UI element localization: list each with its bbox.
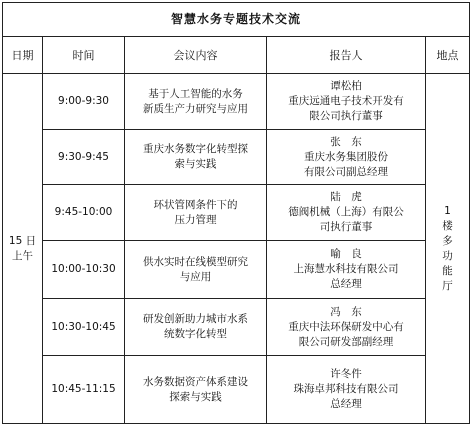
- topic-line: 基于人工智能的水务: [148, 87, 243, 100]
- session-time: 10:45-11:15: [43, 356, 125, 424]
- table-row: [3, 299, 470, 356]
- session-topic: [125, 74, 267, 130]
- venue-char: 厅: [442, 279, 453, 292]
- session-topic: [125, 356, 267, 424]
- date-cell: [3, 74, 43, 424]
- topic-line: 压力管理: [174, 213, 217, 226]
- session-speaker: [267, 74, 426, 130]
- session-speaker: [267, 130, 426, 185]
- speaker-org: 限公司研发部副经理: [298, 335, 394, 348]
- speaker-org: 司执行董事: [319, 221, 373, 233]
- header-topic: 会议内容: [125, 37, 267, 74]
- speaker-org: 重庆中法环保研发中心有: [288, 320, 404, 333]
- session-time: 9:30-9:45: [43, 130, 125, 185]
- speaker-org: 珠海卓邦科技有限公司: [293, 383, 399, 395]
- topic-line: 统数字化转型: [164, 328, 227, 340]
- title-row: [3, 3, 470, 37]
- venue-char: 功: [442, 249, 453, 262]
- table-row: [3, 356, 470, 424]
- speaker-name: 冯 东: [330, 305, 362, 318]
- topic-line: 探索与实践: [169, 390, 222, 403]
- speaker-name: 许冬件: [330, 368, 362, 380]
- header-row: [3, 37, 470, 74]
- speaker-name: 谭松柏: [330, 80, 362, 92]
- table-title: 智慧水务专题技术交流: [3, 3, 470, 37]
- session-topic: [125, 185, 267, 241]
- table-row: [3, 241, 470, 299]
- header-date: 日期: [3, 37, 43, 74]
- schedule-table: [2, 2, 470, 424]
- date-day: 15 日: [8, 234, 37, 247]
- speaker-org: 总经理: [330, 278, 362, 290]
- speaker-name: 陆 虎: [330, 191, 362, 203]
- venue-char: 能: [442, 264, 453, 277]
- speaker-org: 重庆远通电子技术开发有: [288, 95, 404, 107]
- session-time: 10:30-10:45: [43, 299, 125, 356]
- speaker-name: 张 东: [330, 135, 362, 148]
- header-speaker: 报告人: [267, 37, 426, 74]
- header-venue: 地点: [426, 37, 470, 74]
- topic-line: 索与实践: [174, 158, 217, 170]
- header-time: 时间: [43, 37, 125, 74]
- session-time: 9:45-10:00: [43, 185, 125, 241]
- session-speaker: [267, 185, 426, 241]
- session-topic: [125, 299, 267, 356]
- topic-line: 供水实时在线模型研究: [143, 255, 248, 268]
- session-topic: [125, 130, 267, 185]
- speaker-org: 上海慧水科技有限公司: [293, 263, 399, 275]
- venue-char: 1: [444, 204, 451, 217]
- speaker-org: 总经理: [330, 398, 362, 410]
- topic-line: 重庆水务数字化转型探: [143, 143, 248, 155]
- session-speaker: [267, 241, 426, 299]
- session-speaker: [267, 299, 426, 356]
- venue-cell: [426, 74, 470, 424]
- session-time: 10:00-10:30: [43, 241, 125, 299]
- session-topic: [125, 241, 267, 299]
- topic-line: 环状管网条件下的: [153, 198, 238, 211]
- speaker-org: 重庆水务集团股份: [304, 150, 388, 163]
- venue-char: 多: [442, 234, 453, 247]
- speaker-org: 有限公司副总经理: [304, 165, 388, 178]
- table-row: [3, 130, 470, 185]
- venue-char: 楼: [442, 219, 453, 232]
- topic-line: 研发创新助力城市水系: [143, 313, 248, 325]
- speaker-org: 德阀机械（上海）有限公: [288, 206, 404, 218]
- session-speaker: [267, 356, 426, 424]
- speaker-name: 喻 良: [330, 248, 362, 260]
- date-period: 上午: [12, 249, 33, 262]
- topic-line: 水务数据资产体系建设: [143, 375, 248, 388]
- speaker-org: 限公司执行董事: [309, 110, 383, 122]
- topic-line: 新质生产力研究与应用: [143, 102, 248, 115]
- topic-line: 与应用: [179, 270, 212, 283]
- table-row: [3, 74, 470, 130]
- session-time: 9:00-9:30: [43, 74, 125, 130]
- table-row: [3, 185, 470, 241]
